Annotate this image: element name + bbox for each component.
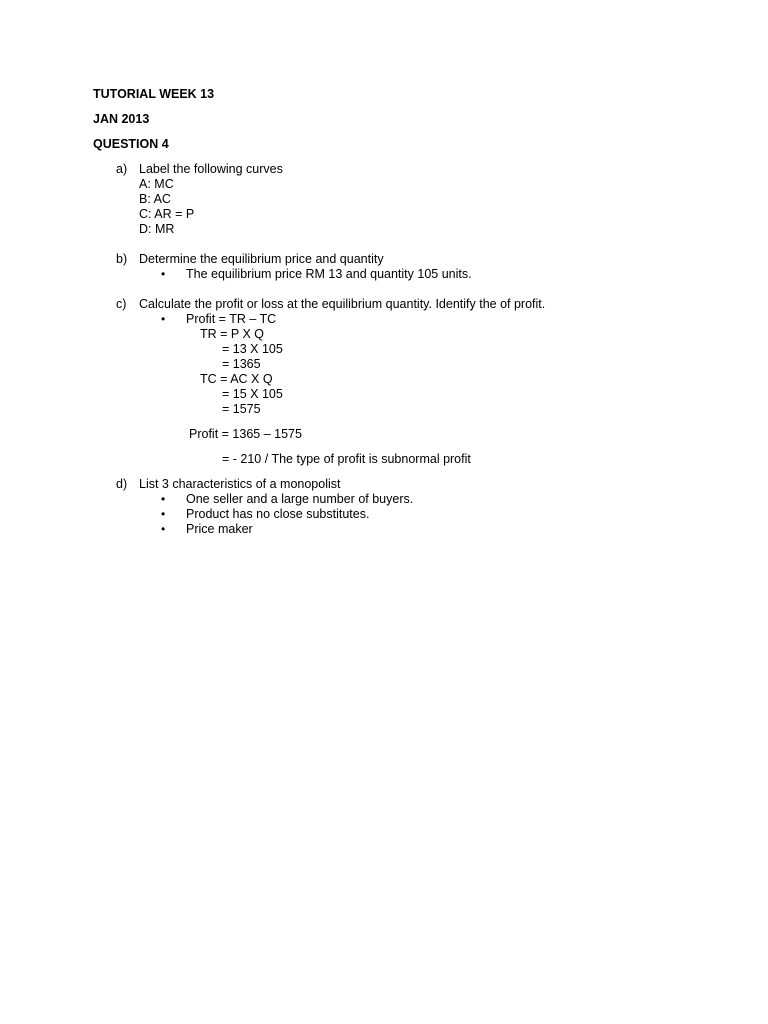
part-d-answer-2: Product has no close substitutes. [186,507,370,521]
part-b-prompt: Determine the equilibrium price and quantity [139,252,384,266]
part-c-prompt: Calculate the profit or loss at the equilibrium quantity. Identify the of profit. [139,297,546,311]
part-d-marker: d) [116,477,128,491]
tc-step-1: = 15 X 105 [222,387,283,401]
part-d-prompt: List 3 characteristics of a monopolist [139,477,341,491]
part-a-answer-4: D: MR [139,222,175,236]
part-a-prompt: Label the following curves [139,162,283,176]
page-title: TUTORIAL WEEK 13 [93,87,215,101]
bullet-icon: • [161,522,166,536]
tc-formula: TC = AC X Q [200,372,273,386]
bullet-icon: • [161,267,166,281]
bullet-icon: • [161,492,166,506]
tr-formula: TR = P X Q [200,327,265,341]
profit-calculation: Profit = 1365 – 1575 [189,427,302,441]
part-a-marker: a) [116,162,128,176]
part-c-marker: c) [116,297,127,311]
session-heading: JAN 2013 [93,112,150,126]
part-d-answer-3: Price maker [186,522,253,536]
profit-result: = - 210 / The type of profit is subnormal profit [222,452,471,466]
tr-step-2: = 1365 [222,357,261,371]
question-heading: QUESTION 4 [93,137,169,151]
part-a-answer-2: B: AC [139,192,171,206]
profit-formula: Profit = TR – TC [186,312,277,326]
part-a-answer-3: C: AR = P [139,207,195,221]
bullet-icon: • [161,312,166,326]
part-a-answer-1: A: MC [139,177,174,191]
part-b-answer: The equilibrium price RM 13 and quantity 105 units. [186,267,472,281]
bullet-icon: • [161,507,166,521]
part-b-marker: b) [116,252,128,266]
tc-step-2: = 1575 [222,402,261,416]
part-d-answer-1: One seller and a large number of buyers. [186,492,414,506]
tr-step-1: = 13 X 105 [222,342,283,356]
